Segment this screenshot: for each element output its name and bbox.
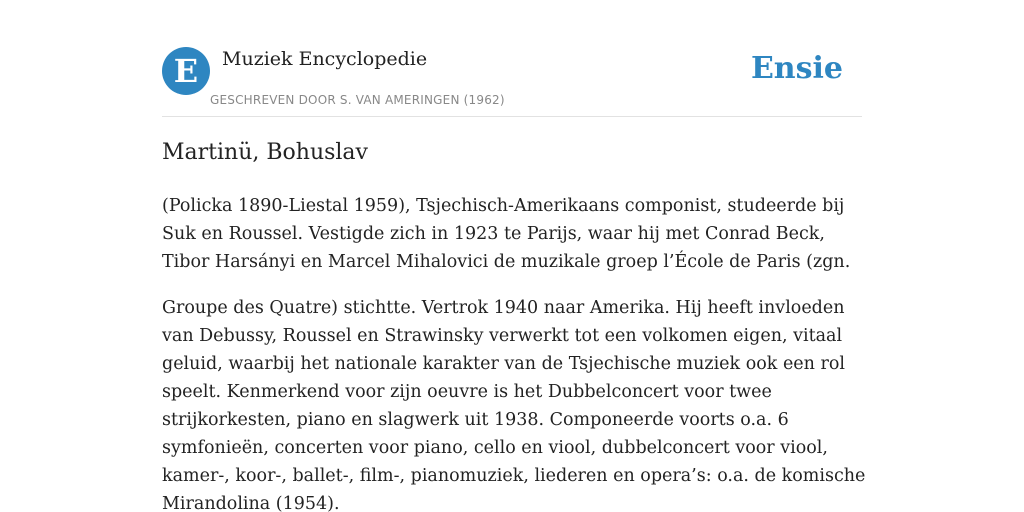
article-body	[162, 192, 867, 512]
ensie-brand-logo[interactable]: Ensie	[750, 51, 843, 86]
source-title[interactable]: Muziek Encyclopedie	[222, 48, 428, 70]
encyclopedia-logo-icon[interactable]: E	[162, 47, 210, 95]
article-paragraph: (Policka 1890-Liestal 1959), Tsjechisch-Amerikaans componist, studeerde bij Suk en Roussel. Vestigde zich in 1923 te Parijs, waar hij met Conrad Beck, Tibor Harsányi en Marcel Mihalovici de muzikale groep l’École de Paris (zgn.	[162, 196, 851, 272]
header	[162, 46, 862, 117]
author-byline: GESCHREVEN DOOR S. VAN AMERINGEN (1962)	[210, 93, 505, 107]
article-paragraph: Groupe des Quatre) stichtte. Vertrok 1940 naar Amerika. Hij heeft invloeden van Debussy, Roussel en Strawinsky verwerkt tot een volkomen eigen, vitaal geluid, waarbij het nationale karakter van de Tsjechische muziek ook een rol speelt. Kenmerkend voor zijn oeuvre is het Dubbelconcert voor twee strijkorkesten, piano en slagwerk uit 1938. Componeerde voorts o.a. 6 symfonieën, concerten voor piano, cello en viool, dubbelconcert voor viool, kamer-, koor-, ballet-, film-, pianomuziek, liederen en opera’s: o.a. de komische Mirandolina (1954).	[162, 298, 866, 512]
article-title: Martinü, Bohuslav	[162, 140, 368, 165]
